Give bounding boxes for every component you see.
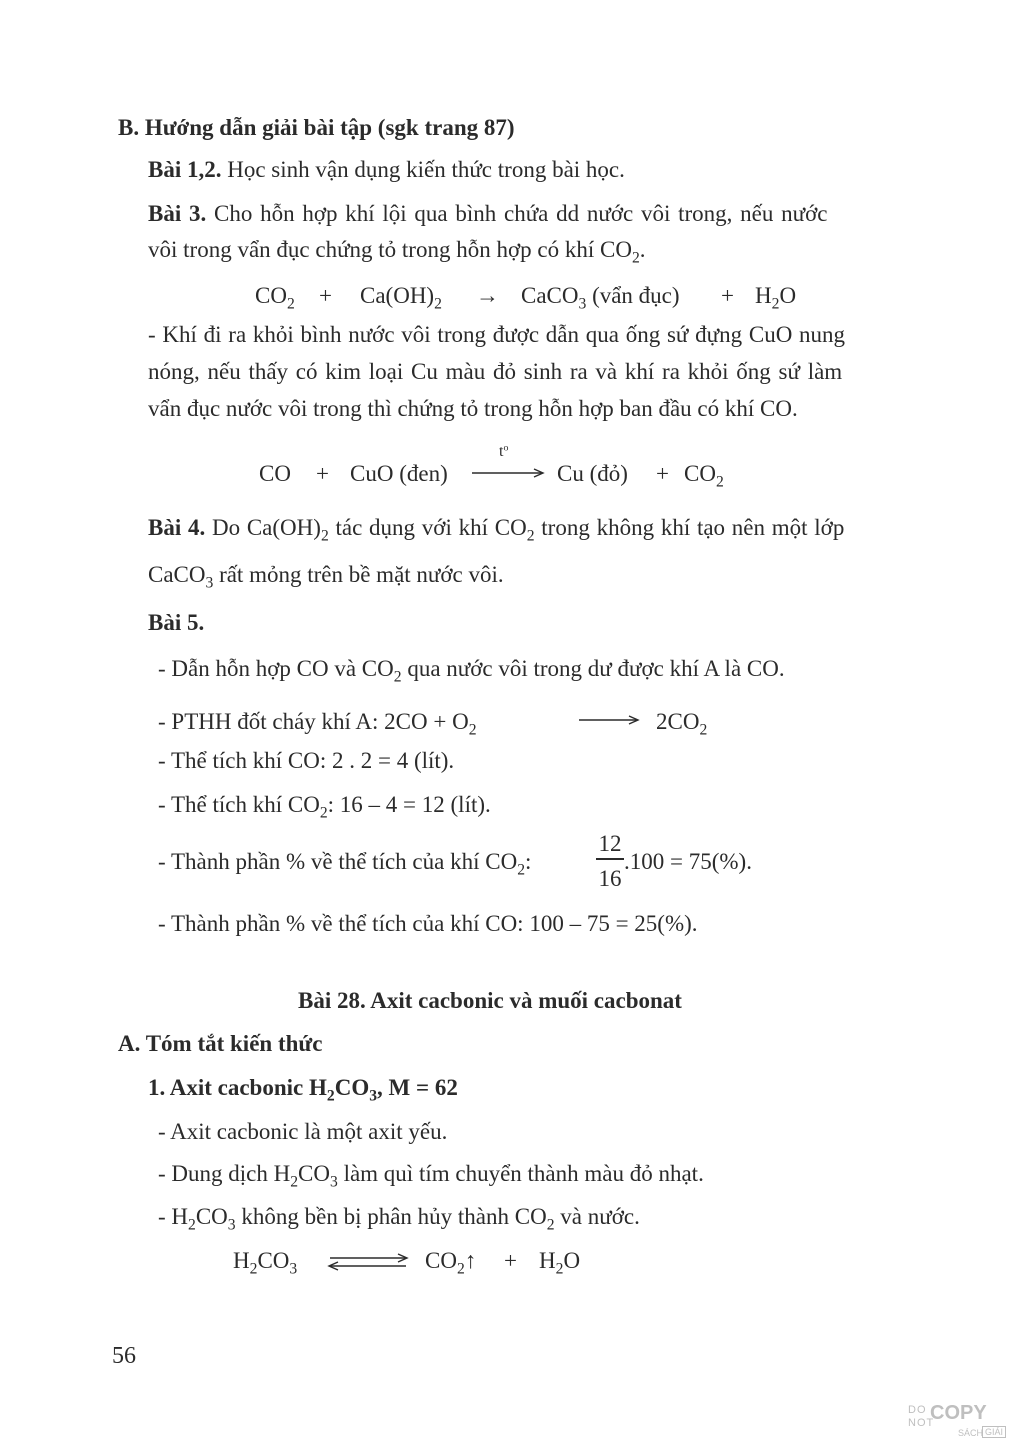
subscript: 2 [326, 1087, 335, 1105]
reaction-arrow: → [476, 283, 499, 308]
exercise-text: Cho hỗn hợp khí lội qua bình chứa dd nước vôi trong, nếu nước [213, 201, 828, 226]
subscript: 2 [434, 295, 442, 313]
bai3-para2-line: - Khí đi ra khỏi bình nước vôi trong được dẫn qua ống sứ đựng CuO nung [148, 322, 846, 347]
text: CO [425, 1248, 457, 1273]
bullet-line [158, 1204, 640, 1234]
text: vôi trong vẩn đục chứng tỏ trong hỗn hợp có khí CO [148, 237, 632, 262]
text: - Thể tích khí CO [158, 792, 320, 817]
text: Do Ca(OH) [211, 515, 321, 540]
fraction-denominator: 16 [598, 866, 622, 891]
text: O [779, 283, 797, 308]
bai5-line [158, 849, 532, 879]
text: O [563, 1248, 581, 1273]
subscript: 2 [546, 1216, 555, 1234]
subscript: 2 [286, 295, 295, 313]
subscript: 3 [578, 295, 587, 313]
text: 2CO [656, 709, 700, 734]
section-heading: A. Tóm tắt kiến thức [118, 1031, 323, 1056]
subscript: 2 [631, 249, 640, 267]
text: qua nước vôi trong dư được khí A là CO. [401, 656, 785, 681]
text: (vẩn đục) [586, 283, 680, 308]
subscript: 2 [319, 804, 328, 822]
plus-sign: + [319, 283, 332, 308]
text: 1. Axit cacbonic H [148, 1075, 327, 1100]
watermark-text: NOT [908, 1417, 935, 1429]
section-heading: B. Hướng dẫn giải bài tập (sgk trang 87) [118, 115, 515, 140]
text: : [525, 849, 532, 874]
watermark-text: GIẢI [982, 1426, 1006, 1438]
text: - Thành phần % về thể tích của khí CO [158, 849, 518, 874]
eq-term [233, 1248, 298, 1278]
exercise-label: Bài 4. [148, 515, 206, 540]
exercise-label: Bài 1,2. [148, 157, 222, 182]
eq-term: Cu (đỏ) [557, 461, 628, 486]
text: - Dung dịch H [158, 1161, 291, 1186]
bai5-line: - Thể tích khí CO: 2 . 2 = 4 (lít). [158, 748, 455, 773]
bai12-line [148, 158, 625, 181]
bullet-line: - Axit cacbonic là một axit yếu. [158, 1119, 448, 1144]
subscript: 2 [393, 668, 402, 686]
text: CO [255, 283, 287, 308]
subscript: 3 [369, 1087, 378, 1105]
page-number: 56 [112, 1343, 136, 1369]
eq-term [755, 283, 797, 313]
text: tác dụng với khí CO [328, 515, 527, 540]
eq-term [539, 1248, 581, 1278]
eq-term [425, 1248, 477, 1278]
text: không bền bị phân hủy thành CO [235, 1204, 547, 1229]
subscript: 2 [526, 527, 535, 545]
bai5-line: - Thành phần % về thể tích của khí CO: 100 – 75 = 25(%). [158, 911, 698, 936]
text: CO [257, 1248, 290, 1273]
subscript: 2 [249, 1260, 258, 1278]
bullet-line [158, 1161, 704, 1191]
text: trong không khí tạo nên một lớp [534, 515, 845, 540]
watermark-text: DO [908, 1404, 927, 1416]
text: CaCO [148, 562, 206, 587]
bai5-line [158, 656, 785, 686]
superscript: o [503, 442, 509, 454]
text: . [639, 237, 646, 262]
bai3-para2-line: vẩn đục nước vôi trong thì chứng tỏ trong hỗn hợp ban đầu có khí CO. [148, 396, 798, 421]
lesson-title: Bài 28. Axit cacbonic và muối cacbonat [298, 988, 682, 1013]
bai3-para2-line: nóng, nếu thấy có kim loại Cu màu đỏ sinh ra và khí ra khỏi ống sứ làm [148, 359, 843, 384]
text: CaCO [521, 283, 579, 308]
bai5-line [158, 709, 477, 739]
text: làm quì tím chuyển thành màu đỏ nhạt. [337, 1161, 704, 1186]
subscript: 2 [771, 295, 780, 313]
text: - H [158, 1204, 189, 1229]
text: - Dẫn hỗn hợp CO và CO [158, 656, 394, 681]
equilibrium-arrow-icon [326, 1252, 410, 1272]
watermark-text: SÁCH [958, 1428, 984, 1438]
text: và nước. [554, 1204, 640, 1229]
long-arrow-icon [470, 466, 548, 480]
long-arrow-icon [577, 713, 643, 727]
subscript: 2 [517, 861, 525, 879]
watermark-text: COPY [930, 1402, 987, 1424]
exercise-text: Học sinh vận dụng kiến thức trong bài học. [227, 157, 625, 182]
bai4-line1 [148, 515, 845, 545]
text: Ca(OH) [360, 283, 435, 308]
subscript: 2 [290, 1173, 299, 1191]
plus-sign: + [504, 1248, 517, 1273]
fraction-bar [596, 858, 624, 860]
bai4-line2 [148, 562, 504, 592]
subsection-heading [148, 1075, 458, 1105]
subscript: 3 [289, 1260, 298, 1278]
bai3-line1 [148, 202, 827, 225]
bai5-line [158, 792, 491, 822]
text: t [499, 443, 504, 460]
eq-term [521, 283, 680, 313]
exercise-label: Bài 3. [148, 201, 207, 226]
text: , M = 62 [377, 1075, 458, 1100]
text: H [233, 1248, 250, 1273]
plus-sign: + [656, 461, 669, 486]
subscript: 3 [330, 1173, 338, 1191]
text: CO [334, 1075, 370, 1100]
text: : 16 – 4 = 12 (lít). [327, 792, 491, 817]
subscript: 2 [320, 527, 329, 545]
text: rất mỏng trên bề mặt nước vôi. [213, 562, 504, 587]
subscript: 2 [188, 1216, 196, 1234]
eq-term [656, 709, 708, 739]
eq-term [255, 283, 295, 313]
fraction-numerator: 12 [598, 831, 622, 856]
subscript: 2 [715, 473, 724, 491]
exercise-label: Bài 5. [148, 610, 205, 635]
eq-term: CuO (đen) [350, 461, 448, 486]
subscript: 2 [699, 721, 708, 739]
text: CO [684, 461, 716, 486]
text: CO [195, 1204, 228, 1229]
text: H [755, 283, 772, 308]
text: - PTHH đốt cháy khí A: 2CO + O [158, 709, 469, 734]
condition-label [499, 444, 508, 460]
bai3-line2 [148, 237, 646, 267]
plus-sign: + [316, 461, 329, 486]
eq-term: .100 = 75(%). [624, 849, 752, 874]
eq-term [360, 283, 442, 313]
subscript: 3 [205, 574, 214, 592]
text: H [539, 1248, 556, 1273]
eq-term [684, 461, 724, 491]
watermark [908, 1402, 1006, 1440]
eq-term: CO [259, 461, 291, 486]
subscript: 2 [456, 1260, 465, 1278]
subscript: 2 [468, 721, 477, 739]
plus-sign: + [721, 283, 734, 308]
subscript: 3 [227, 1216, 236, 1234]
text: CO [298, 1161, 330, 1186]
subscript: 2 [555, 1260, 564, 1278]
gas-up-arrow: ↑ [464, 1248, 477, 1273]
